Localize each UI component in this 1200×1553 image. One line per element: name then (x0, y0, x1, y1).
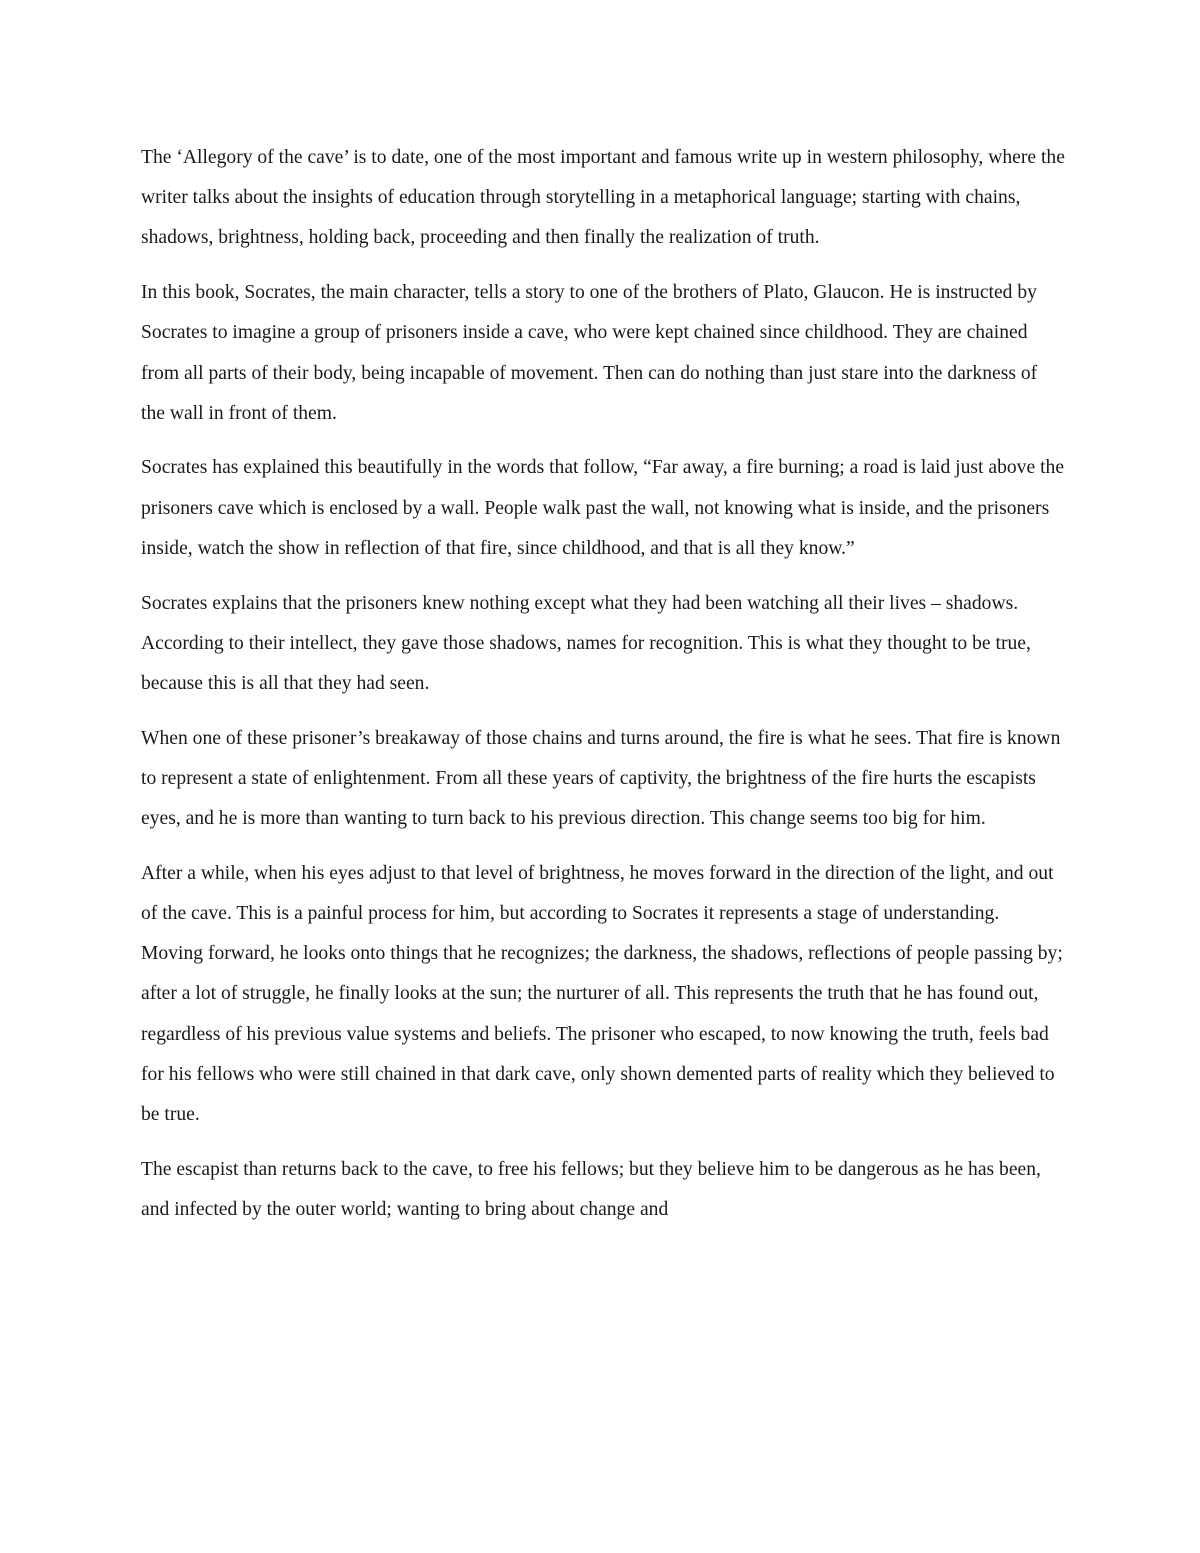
paragraph: When one of these prisoner’s breakaway of those chains and turns around, the fire is what he sees. That fire is known to represent a state of enlightenment. From all these years of captivity, the brightness of the fire hurts the escapists eyes, and he is more than wanting to turn back to his previous direction. This change seems too big for him. (141, 727, 1061, 830)
paragraph: Socrates explains that the prisoners knew nothing except what they had been watching all their lives – shadows. According to their intellect, they gave those shadows, names for recognition. This is what they thought to be true, because this is all that they had seen. (141, 592, 1031, 694)
paragraph: After a while, when his eyes adjust to that level of brightness, he moves forward in the direction of the light, and out of the cave. This is a painful process for him, but according to Socrates it represents a stage of understanding. Moving forward, he looks onto things that he recognizes; the darkness, the shadows, reflections of people passing by; after a lot of struggle, he finally looks at the sun; the nurturer of all. This represents the truth that he has found out, regardless of his previous value systems and beliefs. The prisoner who escaped, to now knowing the truth, feels bad for his fellows who were still chained in that dark cave, only shown demented parts of reality which they believed to be true. (141, 862, 1063, 1125)
paragraph: Socrates has explained this beautifully in the words that follow, “Far away, a fire burning; a road is laid just above the prisoners cave which is enclosed by a wall. People walk past the wall, not knowing what is inside, and the prisoners inside, watch the show in reflection of that fire, since childhood, and that is all they know.” (141, 457, 1065, 559)
paragraph: The escapist than returns back to the cave, to free his fellows; but they believe him to be dangerous as he has been, and infected by the outer world; wanting to bring about change and (141, 1158, 1041, 1220)
body-text (141, 138, 1066, 1245)
paragraph: In this book, Socrates, the main character, tells a story to one of the brothers of Plato, Glaucon. He is instructed by Socrates to imagine a group of prisoners inside a cave, who were kept chained since childhood. They are chained from all parts of their body, being incapable of movement. Then can do nothing than just stare into the darkness of the wall in front of them. (141, 282, 1038, 424)
paragraph: The ‘Allegory of the cave’ is to date, one of the most important and famous write up in western philosophy, where the writer talks about the insights of education through storytelling in a metaphorical language; starting with chains, shadows, brightness, holding back, proceeding and then finally the realization of truth. (141, 147, 1065, 249)
